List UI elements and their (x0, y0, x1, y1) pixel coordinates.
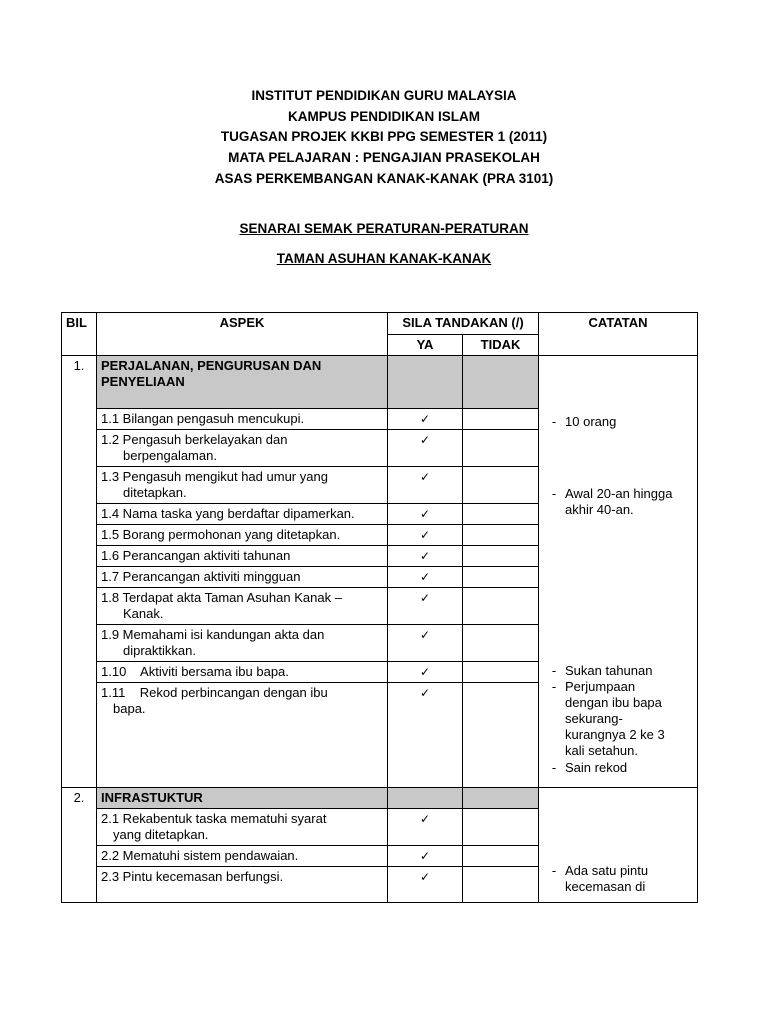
note-item: - Sain rekod (551, 760, 628, 775)
tick-ya: ✓ (388, 467, 463, 504)
tick-ya: ✓ (388, 809, 463, 846)
aspect-item: 1.1 Bilangan pengasuh mencukupi. (97, 409, 388, 430)
tick-ya: ✓ (388, 846, 463, 867)
aspect-item: 1.7 Perancangan aktiviti mingguan (97, 567, 388, 588)
tick-ya: ✓ (388, 625, 463, 662)
checklist-table (61, 312, 698, 903)
section-1-ya-cell (388, 356, 463, 409)
tick-ya: ✓ (388, 662, 463, 683)
header-course: ASAS PERKEMBANGAN KANAK-KANAK (PRA 3101) (214, 171, 554, 186)
note-item: - 10 orang (551, 414, 617, 429)
col-sila-header: SILA TANDAKAN (/) (388, 313, 539, 335)
tidak-cell (463, 504, 539, 525)
aspect-item: 2.1 Rekabentuk taska mematuhi syarat yang ditetapkan. (97, 809, 388, 846)
tick-ya: ✓ (388, 546, 463, 567)
tick-ya: ✓ (388, 504, 463, 525)
section-1-notes (539, 356, 698, 788)
aspect-item: 2.3 Pintu kecemasan berfungsi. (97, 867, 388, 903)
tick-ya: ✓ (388, 409, 463, 430)
tidak-cell (463, 409, 539, 430)
tidak-cell (463, 867, 539, 903)
tidak-cell (463, 846, 539, 867)
tidak-cell (463, 588, 539, 625)
aspect-item: 1.6 Perancangan aktiviti tahunan (97, 546, 388, 567)
tick-ya: ✓ (388, 430, 463, 467)
tidak-cell (463, 809, 539, 846)
aspect-item: 1.4 Nama taska yang berdaftar dipamerkan. (97, 504, 388, 525)
section-1-number: 1. (62, 356, 97, 788)
note-item: - Perjumpaan dengan ibu bapa sekurang-kurangnya 2 ke 3 kali setahun. (551, 679, 665, 758)
tidak-cell (463, 683, 539, 788)
section-1-tidak-cell (463, 356, 539, 409)
section-1-title: PERJALANAN, PENGURUSAN DAN PENYELIAAN (97, 356, 388, 409)
section-2-notes (539, 788, 698, 903)
aspect-item: 1.11 Rekod perbincangan dengan ibu bapa. (97, 683, 388, 788)
tick-ya: ✓ (388, 588, 463, 625)
tidak-cell (463, 467, 539, 504)
header-subject: MATA PELAJARAN : PENGAJIAN PRASEKOLAH (228, 150, 540, 165)
col-bil-header: BIL (62, 313, 97, 356)
tick-ya: ✓ (388, 683, 463, 788)
aspect-item: 1.5 Borang permohonan yang ditetapkan. (97, 525, 388, 546)
aspect-item: 1.10 Aktiviti bersama ibu bapa. (97, 662, 388, 683)
tidak-cell (463, 662, 539, 683)
tidak-cell (463, 625, 539, 662)
note-item: - Ada satu pintu kecemasan di (551, 863, 649, 894)
aspect-item: 1.9 Memahami isi kandungan akta dan dipraktikkan. (97, 625, 388, 662)
header-assignment: TUGASAN PROJEK KKBI PPG SEMESTER 1 (2011) (220, 129, 548, 144)
checklist-subtitle: TAMAN ASUHAN KANAK-KANAK (276, 251, 492, 266)
section-2-title: INFRASTUKTUR (97, 788, 388, 809)
tidak-cell (463, 546, 539, 567)
header-campus: KAMPUS PENDIDIKAN ISLAM (287, 109, 480, 124)
section-2-tidak-cell (463, 788, 539, 809)
col-catatan-header: CATATAN (539, 313, 698, 356)
col-aspek-header: ASPEK (97, 313, 388, 356)
header-institute: INSTITUT PENDIDIKAN GURU MALAYSIA (251, 88, 517, 103)
tidak-cell (463, 567, 539, 588)
tick-ya: ✓ (388, 567, 463, 588)
checklist-title: SENARAI SEMAK PERATURAN-PERATURAN (239, 221, 529, 236)
section-2-ya-cell (388, 788, 463, 809)
section-2-number: 2. (62, 788, 97, 903)
tick-ya: ✓ (388, 867, 463, 903)
tidak-cell (463, 430, 539, 467)
note-item: - Sukan tahunan (551, 663, 653, 678)
aspect-item: 1.8 Terdapat akta Taman Asuhan Kanak – Kanak. (97, 588, 388, 625)
aspect-item: 1.2 Pengasuh berkelayakan dan berpengalaman. (97, 430, 388, 467)
aspect-item: 2.2 Mematuhi sistem pendawaian. (97, 846, 388, 867)
aspect-item: 1.3 Pengasuh mengikut had umur yang ditetapkan. (97, 467, 388, 504)
col-ya-header: YA (388, 335, 463, 356)
note-item: - Awal 20-an hingga akhir 40-an. (551, 486, 673, 517)
tidak-cell (463, 525, 539, 546)
col-tidak-header: TIDAK (463, 335, 539, 356)
tick-ya: ✓ (388, 525, 463, 546)
